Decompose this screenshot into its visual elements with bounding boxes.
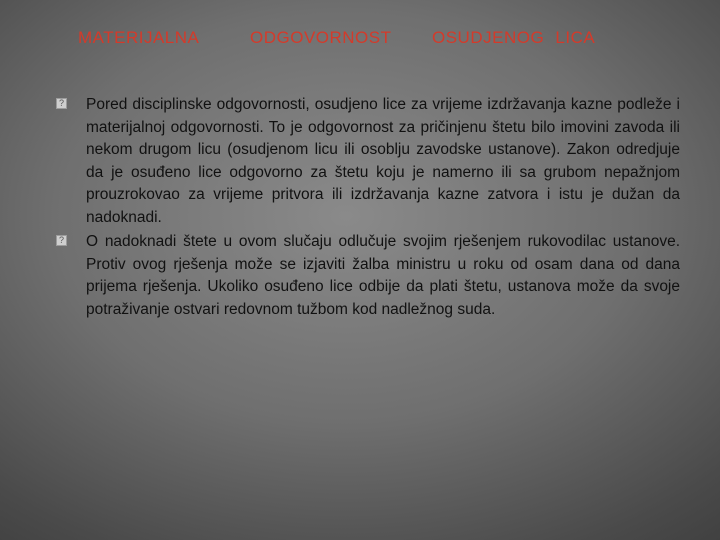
bullet-list <box>50 94 680 323</box>
title-word-odgovornost: ODGOVORNOST <box>250 28 392 47</box>
title-words-osudjenog-lica: OSUDJENOG LICA <box>432 28 596 47</box>
bullet-item <box>50 94 680 229</box>
bullet-marker-icon: ? <box>56 98 67 109</box>
title-word-materijalna: MATERIJALNA <box>78 28 200 47</box>
bullet-text: O nadoknadi štete u ovom slučaju odlučuje svojim rješenjem rukovodilac ustanove. Protiv ovog rješenja može se izjaviti žalba ministru u roku od osam dana od dana prijema rješenja. Ukoliko osuđeno lice odbije da plati štetu, ustanova može da svoje potraživanje ostvari redovnom tužbom kod nadležnog suda. <box>86 233 680 318</box>
bullet-text: Pored disciplinske odgovornosti, osudjeno lice za vrijeme izdržavanja kazne podleže i materijalnoj odgovornosti. To je odgovornost za pričinjenu štetu bilo imovini zavoda ili nekom drugom licu (osudjenom licu ili osoblju zavodske ustanove). Zakon odredjuje da je osuđeno lice odgovorno za štetu koju je namerno ili sa grubom nepažnjom prouzrokovao za vrijeme pritvora ili izdržavanja kazne zatvora i istu je dužan da nadoknadi. <box>86 96 680 226</box>
bullet-item <box>50 231 680 321</box>
slide-title <box>78 28 638 52</box>
bullet-marker-icon: ? <box>56 235 67 246</box>
